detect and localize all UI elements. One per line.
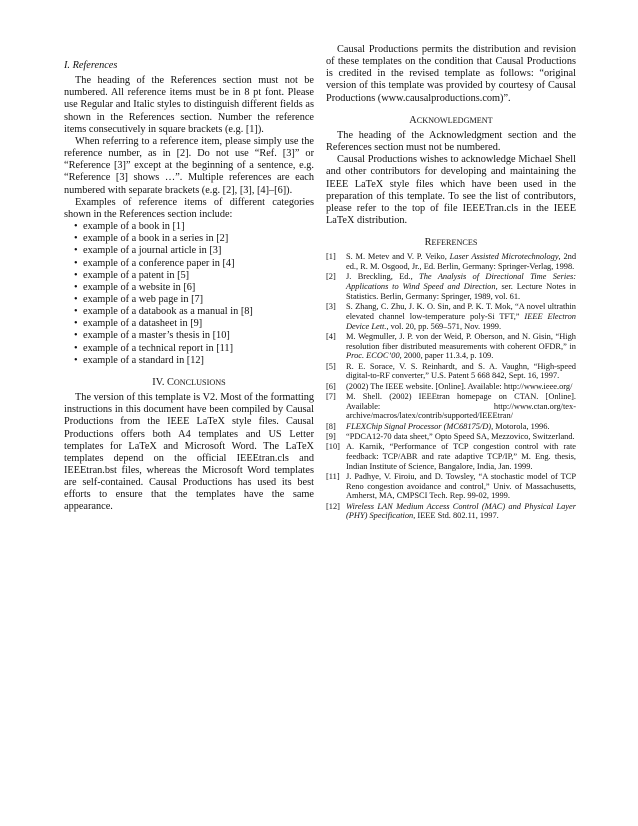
bullet-text: example of a conference paper in [4]	[83, 257, 235, 269]
bullet-icon: •	[74, 342, 78, 354]
reference-item	[326, 252, 576, 272]
reference-text-post: , 2nd ed., R. M. Osgood, Jr., Ed. Berlin, Germany: Springer-Verlag, 1998.	[346, 252, 577, 272]
reference-list	[326, 252, 576, 521]
reference-number: [1]	[326, 252, 336, 262]
bullet-icon: •	[74, 233, 78, 245]
bullet-icon: •	[74, 221, 78, 233]
reference-number: [4]	[326, 331, 336, 341]
reference-number: [12]	[326, 501, 340, 511]
reference-item	[326, 432, 576, 442]
bullet-item	[74, 355, 314, 367]
reference-item	[326, 392, 576, 421]
reference-text-post: , Motorola, 1996.	[491, 421, 550, 431]
heading-rest: EFERENCES	[431, 238, 478, 248]
reference-text-post: , vol. 20, pp. 569–571, Nov. 1999.	[386, 321, 502, 331]
bullet-text: example of a datasheet in [9]	[83, 318, 203, 330]
reference-item	[326, 332, 576, 361]
bullet-icon: •	[74, 306, 78, 318]
bullet-item	[74, 294, 314, 306]
bullet-text: example of a databook as a manual in [8]	[83, 306, 253, 318]
references-subsection-heading: I. References	[64, 60, 118, 71]
heading-prefix: R	[424, 237, 432, 249]
reference-item	[326, 302, 576, 331]
intro-paragraph: Causal Productions permits the distribution and revision of these templates on the condition that Causal Productions is credited in the revised template as follows: “original version of this template was provided by courtesy of Causal Productions (www.causalproductions.com)”.	[326, 44, 576, 104]
paragraph: Examples of reference items of different categories shown in the References section include:	[64, 196, 314, 220]
bullet-text: example of a standard in [12]	[83, 354, 204, 366]
right-column	[326, 44, 576, 522]
bullet-icon: •	[74, 293, 78, 305]
bullet-text: example of a journal article in [3]	[83, 245, 222, 257]
acknowledgment-heading	[326, 115, 576, 127]
reference-text-pre: M. Wegmuller, J. P. von der Weid, P. Oberson, and N. Gisin, “High resolution fiber distributed measurements with coherent OFDR,” in	[346, 331, 576, 351]
reference-text-pre: “PDCA12-70 data sheet,” Opto Speed SA, Mezzovico, Switzerland.	[346, 431, 575, 441]
reference-text-pre: R. E. Sorace, V. S. Reinhardt, and S. A. Vaughn, “High-speed digital-to-RF converter,” U.S. Patent 5 668 842, Sept. 16, 1997.	[346, 361, 576, 381]
ack-paragraph: The heading of the Acknowledgment section and the References section must not be numbered.	[326, 129, 576, 154]
reference-number: [3]	[326, 302, 336, 312]
reference-text-it: Laser Assisted Microtechnology	[449, 252, 559, 262]
reference-item	[326, 442, 576, 471]
references-heading	[326, 237, 576, 249]
conclusions-paragraph: The version of this template is V2. Most of the formatting instructions in this document have been compiled by Causal Productions from the IEEE LaTeX style files. Causal Productions offers both A4 templates and US Letter templates for LaTeX and Microsoft Word. The LaTeX templates depend on the official IEEEtran.cls and IEEEtran.bst files, whereas the Microsoft Word templates are self-contained. Causal Productions has used its best efforts to ensure that the templates have the same appearance.	[64, 392, 314, 513]
heading-rest: ONCLUSIONS	[173, 377, 226, 387]
reference-text-pre: J. Breckling, Ed.,	[346, 272, 420, 282]
bullet-item	[74, 343, 314, 355]
reference-item	[326, 362, 576, 382]
bullet-icon: •	[74, 269, 78, 281]
bullet-item	[74, 258, 314, 270]
reference-item	[326, 272, 576, 301]
reference-text-pre: S. M. Metev and V. P. Veiko,	[346, 252, 450, 262]
reference-number: [6]	[326, 381, 336, 391]
reference-item	[326, 502, 576, 522]
bullet-icon: •	[74, 245, 78, 257]
reference-item	[326, 422, 576, 432]
heading-prefix: A	[409, 114, 417, 126]
reference-text-it: IEEE Electron Device Lett.	[346, 311, 576, 331]
reference-text-it: FLEXChip Signal Processor (MC68175/D)	[346, 421, 492, 431]
heading-rest: CKNOWLEDGMENT	[416, 115, 493, 125]
reference-text-post: , ser. Lecture Notes in Statistics. Berlin, Germany: Springer, 1989, vol. 61.	[346, 282, 576, 301]
bullet-text: example of a website in [6]	[83, 281, 196, 293]
ack-paragraph: Causal Productions wishes to acknowledge Michael Shell and other contributors for developing and maintaining the IEEE LaTeX style files which have been used in the preparation of this template. To see the list of contributors, please refer to the top of file IEEETran.cls in the IEEE LaTeX distribution.	[326, 154, 576, 227]
bullet-text: example of a web page in [7]	[83, 293, 204, 305]
bullet-text: example of a patent in [5]	[83, 269, 190, 281]
bullet-item	[74, 233, 314, 245]
bullet-item	[74, 318, 314, 330]
reference-examples-list	[64, 221, 314, 367]
reference-number: [8]	[326, 421, 336, 431]
bullet-icon: •	[74, 257, 78, 269]
reference-text-pre: A. Karnik, “Performance of TCP congestion control with rate feedback: TCP/ABR and rate adaptive TCP/IP,” M. Eng. thesis, Indian Institute of Science, Bangalore, India, Jan. 1999.	[346, 442, 576, 471]
paragraph: When referring to a reference item, please simply use the reference number, as in [2]. Do not use “Ref. [3]” or “Reference [3]” except at the beginning of a sentence, e.g. “Reference [3] shows …”. Multiple references are each numbered with separate brackets (e.g. [2], [3], [4]–[6]).	[64, 135, 314, 196]
conclusions-heading	[64, 377, 314, 389]
reference-number: [2]	[326, 272, 336, 282]
bullet-item	[74, 306, 314, 318]
reference-text-post: , IEEE Std. 802.11, 1997.	[413, 511, 499, 521]
bullet-icon: •	[74, 354, 78, 366]
bullet-item	[74, 282, 314, 294]
bullet-text: example of a master’s thesis in [10]	[83, 330, 230, 342]
reference-item	[326, 382, 576, 392]
reference-number: [11]	[326, 471, 340, 481]
bullet-item	[74, 270, 314, 282]
bullet-item	[74, 245, 314, 257]
reference-text-post: , 2000, paper 11.3.4, p. 109.	[399, 351, 494, 361]
reference-text-pre: J. Padhye, V. Firoiu, and D. Towsley, “A stochastic model of TCP Reno congestion avoidance and control,” Univ. of Massachusetts, Amherst, MA, CMPSCI Tech. Rep. 99-02, 1999.	[346, 471, 576, 501]
bullet-text: example of a book in a series in [2]	[83, 233, 229, 245]
reference-number: [7]	[326, 391, 336, 401]
reference-number: [10]	[326, 442, 340, 452]
heading-prefix: IV. C	[152, 376, 174, 388]
bullet-item	[74, 330, 314, 342]
reference-text-it: The Analysis of Directional Time Series: Applications to Wind Speed and Direction	[346, 272, 576, 292]
bullet-icon: •	[74, 318, 78, 330]
bullet-text: example of a book in [1]	[83, 221, 185, 233]
reference-text-it: Wireless LAN Medium Access Control (MAC) and Physical Layer (PHY) Specification	[346, 501, 576, 521]
bullet-item	[74, 221, 314, 233]
reference-number: [5]	[326, 361, 336, 371]
reference-item	[326, 472, 576, 501]
reference-number: [9]	[326, 431, 336, 441]
bullet-icon: •	[74, 330, 78, 342]
left-column	[64, 44, 314, 514]
reference-text-pre: S. Zhang, C. Zhu, J. K. O. Sin, and P. K. T. Mok, “A novel ultrathin elevated channel low-temperature poly-Si TFT,”	[346, 302, 576, 321]
paragraph: The heading of the References section must not be numbered. All reference items must be in 8 pt font. Please use Regular and Italic styles to distinguish different fields as shown in the References section. Number the reference items consecutively in square brackets (e.g. [1]).	[64, 75, 314, 135]
bullet-text: example of a technical report in [11]	[83, 342, 233, 354]
reference-text-it: Proc. ECOC’00	[346, 351, 400, 361]
bullet-icon: •	[74, 281, 78, 293]
reference-text-pre: M. Shell. (2002) IEEEtran homepage on CTAN. [Online]. Available: http://www.ctan.org/tex-archive/macros/latex/contrib/supported/IEEEtran/	[346, 391, 576, 421]
reference-text-pre: (2002) The IEEE website. [Online]. Available: http://www.ieee.org/	[346, 381, 573, 391]
